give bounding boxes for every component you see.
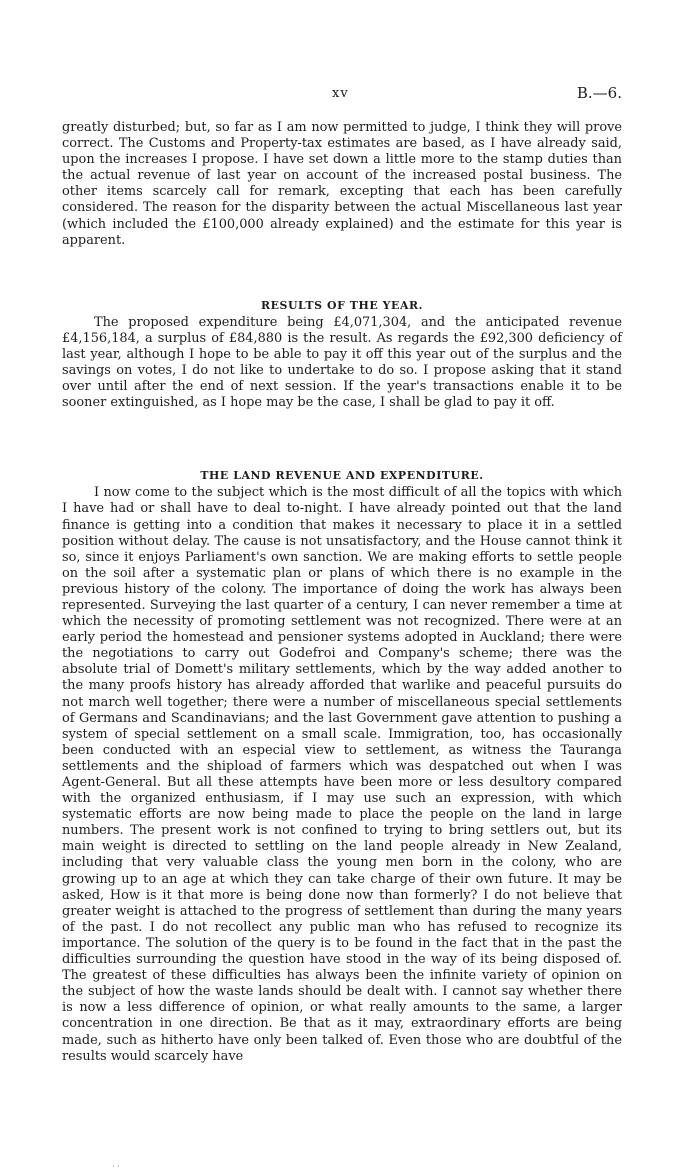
results-paragraph: The proposed expenditure being £4,071,304, and the anticipated revenue £4,156,184, a surplus of £84,880 is the result. As regards the £92,300 deficiency of last year, although I hope to be able to pay it off this year out of the surplus and the savings on votes, I do not like to undertake to do so. I propose asking that it stand over until after the end of next session. If the year's transactions enable it to be sooner extinguished, as I hope may be the case, I shall be glad to pay it off. <box>62 314 622 411</box>
land-section <box>62 469 622 1064</box>
scan-mark: · · <box>112 1162 120 1171</box>
document-page <box>62 86 622 1065</box>
page-header <box>62 86 622 120</box>
land-heading: THE LAND REVENUE AND EXPENDITURE. <box>200 469 484 483</box>
page-number: xv <box>332 86 349 101</box>
land-paragraph: I now come to the subject which is the most difficult of all the topics with which I have had or shall have to deal to-night. I have already pointed out that the land finance is getting into a condition that makes it necessary to place it in a settled position without delay. The cause is not unsatisfactory, and the House cannot think it so, since it enjoys Parliament's own sanction. We are making efforts to settle people on the soil after a systematic plan or plans of which there is no example in the previous history of the colony. The importance of doing the work has always been represented. Surveying the last quarter of a century, I can never remember a time at which the necessity of promoting settlement was not recognized. There were at an early period the homestead and pensioner systems adopted in Auckland; there were the negotiations to carry out Godefroi and Company's scheme; there was the absolute trial of Domett's military settlements, which by the way added another to the many proofs history has already afforded that warlike and peaceful pursuits do not march well together; there were a number of miscellaneous special settlements of Germans and Scandinavians; and the last Government gave attention to pushing a system of special settlement on a small scale. Immigration, too, has occasionally been conducted with an especial view to settlement, as witness the Tauranga settlements and the shipload of farmers which was despatched out when I was Agent-General. But all these attempts have been more or less desultory compared with the organized enthusiasm, if I may use such an expression, with which systematic efforts are now being made to place the people on the land in large numbers. The present work is not confined to trying to bring settlers out, but its main weight is directed to settling on the land people already in New Zealand, including that very valuable class the young men born in the colony, who are growing up to an age at which they can take charge of their own future. It may be asked, How is it that more is being done now than formerly? I do not believe that greater weight is attached to the progress of settlement than during the many years of the past. I do not recollect any public man who has refused to recognize its importance. The solution of the query is to be found in the fact that in the past the difficulties surrounding the question have stood in the way of its being disposed of. The greatest of these difficulties has always been the infinite variety of opinion on the subject of how the waste lands should be dealt with. I cannot say whether there is now a less difference of opinion, or what really amounts to the same, a larger concentration in one direction. Be that as it may, extraordinary efforts are being made, such as hitherto have only been talked of. Even those who are doubtful of the results would scarcely have <box>62 485 622 1064</box>
document-reference: B.—6. <box>576 84 622 102</box>
results-heading: RESULTS OF THE YEAR. <box>260 298 424 312</box>
intro-paragraph: greatly disturbed; but, so far as I am now permitted to judge, I think they will prove correct. The Customs and Property-tax estimates are based, as I have already said, upon the increases I propose. I have set down a little more to the stamp duties than the actual revenue of last year on account of the increased postal business. The other items scarcely call for remark, excepting that each has been carefully considered. The reason for the disparity between the actual Miscellaneous last year (which included the £100,000 already explained) and the estimate for this year is apparent. <box>62 120 622 248</box>
results-section <box>62 299 622 412</box>
